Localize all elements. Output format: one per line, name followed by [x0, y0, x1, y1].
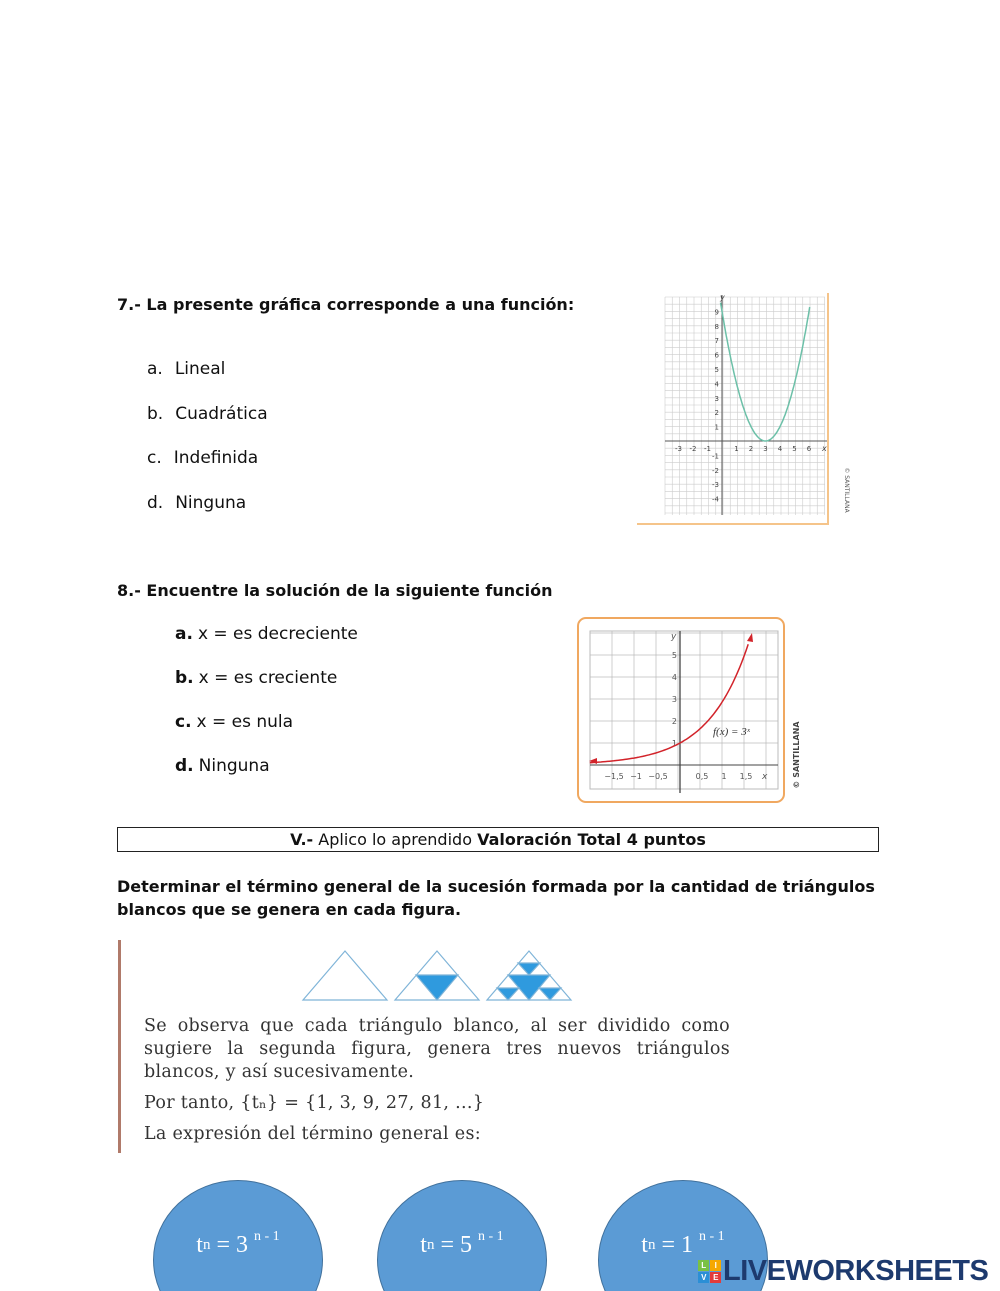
answer-option-c[interactable]	[175, 712, 293, 732]
answer-option-c[interactable]	[147, 448, 258, 468]
option-letter: a.	[147, 359, 163, 379]
logo-tiles-icon: L I V E	[698, 1260, 721, 1283]
x-tick-label: 6	[806, 445, 812, 453]
sub: n	[647, 1236, 656, 1253]
x-axis-label: x	[822, 444, 827, 453]
excerpt-expression: La expresión del término general es:	[144, 1124, 481, 1144]
task-instruction: Determinar el término general de la sucesión formada por la cantidad de triángulos blancos que se genera en cada figura.	[117, 877, 875, 919]
eq: =	[655, 1231, 682, 1258]
x-tick-label: −1,5	[604, 772, 624, 781]
excerpt-paragraph: Se observa que cada triángulo blanco, al ser dividido como sugiere la segunda figura, genera tres nuevos triángulos blancos, y así sucesivamente.	[144, 1016, 730, 1082]
exponent: n - 1	[254, 1229, 280, 1244]
section-header	[117, 827, 879, 852]
logo-text: LIVEWORKSHEETS	[723, 1255, 989, 1287]
y-tick-label: 8	[714, 322, 719, 331]
option-text: Cuadrática	[175, 403, 268, 424]
y-axis-label: y	[720, 293, 725, 302]
y-tick-label: -4	[712, 495, 719, 504]
y-tick-label: 5	[671, 651, 677, 660]
y-tick-label: 4	[714, 380, 719, 389]
x-tick-label: 1	[734, 445, 739, 453]
answer-option-b[interactable]	[147, 404, 268, 424]
exponent: n - 1	[478, 1229, 504, 1244]
t: t	[641, 1231, 648, 1258]
section-label: Aplico lo aprendido	[313, 830, 478, 849]
sub: n	[426, 1236, 435, 1253]
option-text: x = es decreciente	[197, 624, 358, 644]
triangle-figure-2	[395, 951, 479, 1000]
excerpt-border	[118, 940, 121, 1153]
answer-option-d[interactable]	[147, 493, 246, 513]
x-tick-label: 5	[792, 445, 797, 453]
section-number: V.-	[290, 830, 314, 849]
eq: =	[210, 1231, 237, 1258]
y-axis-label: y	[671, 632, 677, 642]
option-letter: d.	[147, 492, 164, 513]
x-tick-label: 3	[763, 445, 768, 453]
y-tick-label: 3	[714, 394, 719, 403]
x-tick-label: -3	[675, 445, 682, 453]
y-tick-label: 6	[714, 351, 719, 360]
option-letter: a.	[175, 624, 193, 644]
triangle-figures	[300, 948, 575, 1003]
x-tick-label: −0,5	[648, 772, 668, 781]
option-text: Ninguna	[175, 492, 247, 513]
function-label: f(x) = 3ˣ	[713, 726, 750, 738]
option-letter: b.	[147, 403, 164, 424]
x-tick-label: 1,5	[739, 772, 753, 781]
y-tick-label: 2	[714, 409, 719, 418]
option-letter: d.	[175, 756, 194, 776]
x-tick-label: -2	[689, 445, 697, 453]
liveworksheets-logo	[698, 1255, 988, 1288]
option-text: Lineal	[174, 359, 226, 379]
x-axis-label: x	[762, 772, 768, 782]
sub: n	[202, 1236, 211, 1253]
option-text: Indefinida	[173, 448, 259, 468]
answer-option-d[interactable]	[175, 756, 270, 776]
option-letter: c.	[147, 448, 162, 468]
answer-choice-1[interactable]	[153, 1180, 323, 1291]
y-tick-label: 3	[671, 695, 677, 704]
answer-option-b[interactable]	[175, 668, 337, 688]
y-tick-label: 7	[714, 337, 719, 346]
x-tick-label: 4	[777, 445, 783, 453]
question-7-title: 7.- La presente gráfica corresponde a una función:	[117, 295, 575, 314]
option-text: Ninguna	[198, 756, 270, 776]
answer-option-a[interactable]	[147, 359, 225, 379]
option-text: x = es nula	[196, 712, 294, 732]
y-tick-label: 4	[671, 673, 677, 682]
x-tick-label: 1	[721, 772, 727, 781]
y-tick-label: -1	[712, 452, 719, 461]
base: 3	[236, 1231, 249, 1258]
credit-text: © SANTILLANA	[792, 721, 801, 789]
triangle-figure-1	[303, 951, 387, 1000]
exponent: n - 1	[699, 1229, 725, 1244]
x-tick-label: 0,5	[695, 772, 709, 781]
option-letter: c.	[175, 712, 192, 732]
credit-text: © SANTILLANA	[843, 467, 850, 513]
y-tick-label: 1	[671, 739, 677, 748]
excerpt-sequence: Por tanto, {tₙ} = {1, 3, 9, 27, 81, ...}	[144, 1093, 485, 1113]
t: t	[196, 1231, 203, 1258]
y-tick-label: -3	[712, 481, 719, 490]
y-tick-label: 2	[671, 717, 677, 726]
x-tick-label: −1	[630, 772, 642, 781]
option-letter: b.	[175, 668, 194, 688]
x-tick-label: -1	[704, 445, 711, 453]
eq: =	[434, 1231, 461, 1258]
base: 5	[460, 1231, 473, 1258]
exponential-graph	[575, 615, 810, 805]
y-tick-label: 9	[714, 308, 719, 317]
base: 1	[681, 1231, 694, 1258]
option-text: x = es creciente	[198, 668, 338, 688]
parabola-graph	[630, 290, 860, 530]
question-8-title: 8.- Encuentre la solución de la siguiente función	[117, 581, 553, 600]
x-tick-label: 2	[748, 445, 754, 453]
t: t	[420, 1231, 427, 1258]
y-tick-label: 5	[714, 366, 719, 374]
answer-option-a[interactable]	[175, 624, 358, 644]
section-score: Valoración Total 4 puntos	[477, 830, 706, 849]
y-tick-label: -2	[712, 466, 719, 475]
y-tick-label: 1	[714, 423, 719, 432]
answer-choice-2[interactable]	[377, 1180, 547, 1291]
triangle-figure-3	[487, 951, 571, 1000]
